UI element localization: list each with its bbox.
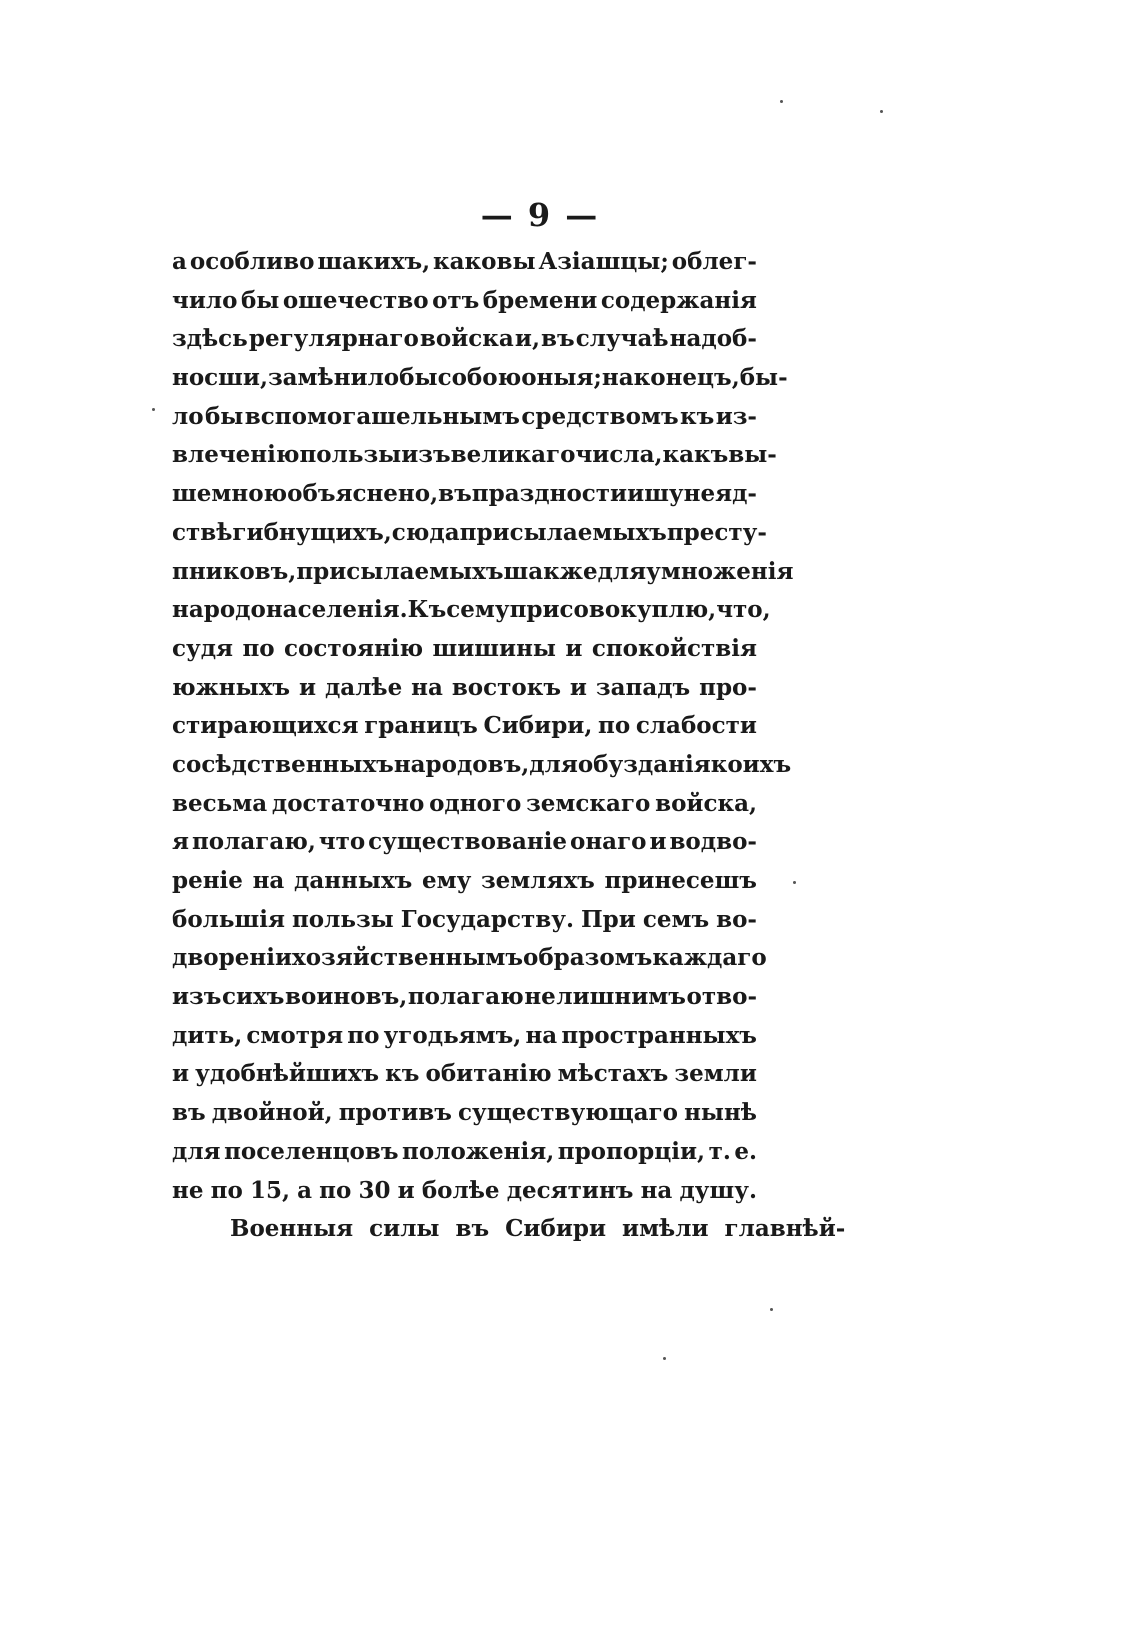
text-line-paragraph-start: Военныя силы въ Сибири имѣли главнѣй- bbox=[230, 1215, 846, 1243]
text-line: стирающихся границъ Сибири, по слабости bbox=[172, 712, 757, 740]
scan-speck bbox=[793, 881, 796, 884]
text-line: я полагаю, что существованіе онаго и водво- bbox=[172, 828, 757, 856]
text-line: носши, замѣнило бы собою оныя; наконецъ, бы- bbox=[172, 364, 788, 392]
text-line: южныхъ и далѣе на востокъ и западъ про- bbox=[172, 673, 757, 701]
text-line: реніе на данныхъ ему земляхъ принесешъ bbox=[172, 867, 757, 894]
text-line: ше мною объяснено, въ праздности и шунеяд- bbox=[172, 480, 757, 508]
text-line: судя по состоянію шишины и спокойствія bbox=[172, 634, 757, 662]
text-line: большія пользы Государству. При семъ во- bbox=[172, 905, 757, 933]
text-line: не по 15, а по 30 и болѣе десятинъ на душу. bbox=[172, 1176, 757, 1204]
text-line: здѣсь регулярнаго войска и, въ случаѣ надоб- bbox=[172, 325, 757, 353]
text-line: въ двойной, противъ существующаго нынѣ bbox=[172, 1099, 757, 1127]
text-line: сосѣдственныхъ народовъ, для обузданія коихъ bbox=[172, 750, 792, 778]
text-line: для поселенцовъ положенія, пропорціи, т. е. bbox=[172, 1137, 757, 1165]
text-line: ло бы вспомогашельнымъ средствомъ къ из- bbox=[172, 402, 757, 430]
scan-speck bbox=[152, 408, 155, 411]
text-line: изъ сихъ воиновъ, полагаю не лишнимъ отво- bbox=[172, 983, 757, 1011]
body-text bbox=[172, 243, 846, 1249]
scan-speck bbox=[663, 1357, 666, 1360]
text-line: ствѣ гибнущихъ, сюда присылаемыхъ престу- bbox=[172, 518, 767, 546]
text-line: весьма достаточно одного земскаго войска, bbox=[172, 789, 757, 817]
scan-speck bbox=[780, 100, 783, 103]
text-line: дить, смотря по угодьямъ, на пространныхъ bbox=[172, 1021, 757, 1049]
text-line: народонаселенія. Къ сему присовокуплю, что, bbox=[172, 596, 771, 624]
text-line: а особливо шакихъ, каковы Азіашцы; облег- bbox=[172, 248, 757, 275]
scan-speck bbox=[880, 110, 883, 113]
page-number: — 9 — bbox=[480, 196, 600, 234]
text-line: чило бы ошечество отъ бремени содержанія bbox=[172, 286, 757, 314]
scan-speck bbox=[770, 1308, 773, 1311]
text-line: и удобнѣйшихъ къ обитанію мѣстахъ земли bbox=[172, 1060, 757, 1088]
text-line: пниковъ, присылаемыхъ шакже для умноженія bbox=[172, 557, 794, 585]
text-line: влеченію пользы изъ великаго числа, какъ вы- bbox=[172, 441, 777, 469]
text-line: двореніи хозяйственнымъ образомъ каждаго bbox=[172, 944, 767, 972]
